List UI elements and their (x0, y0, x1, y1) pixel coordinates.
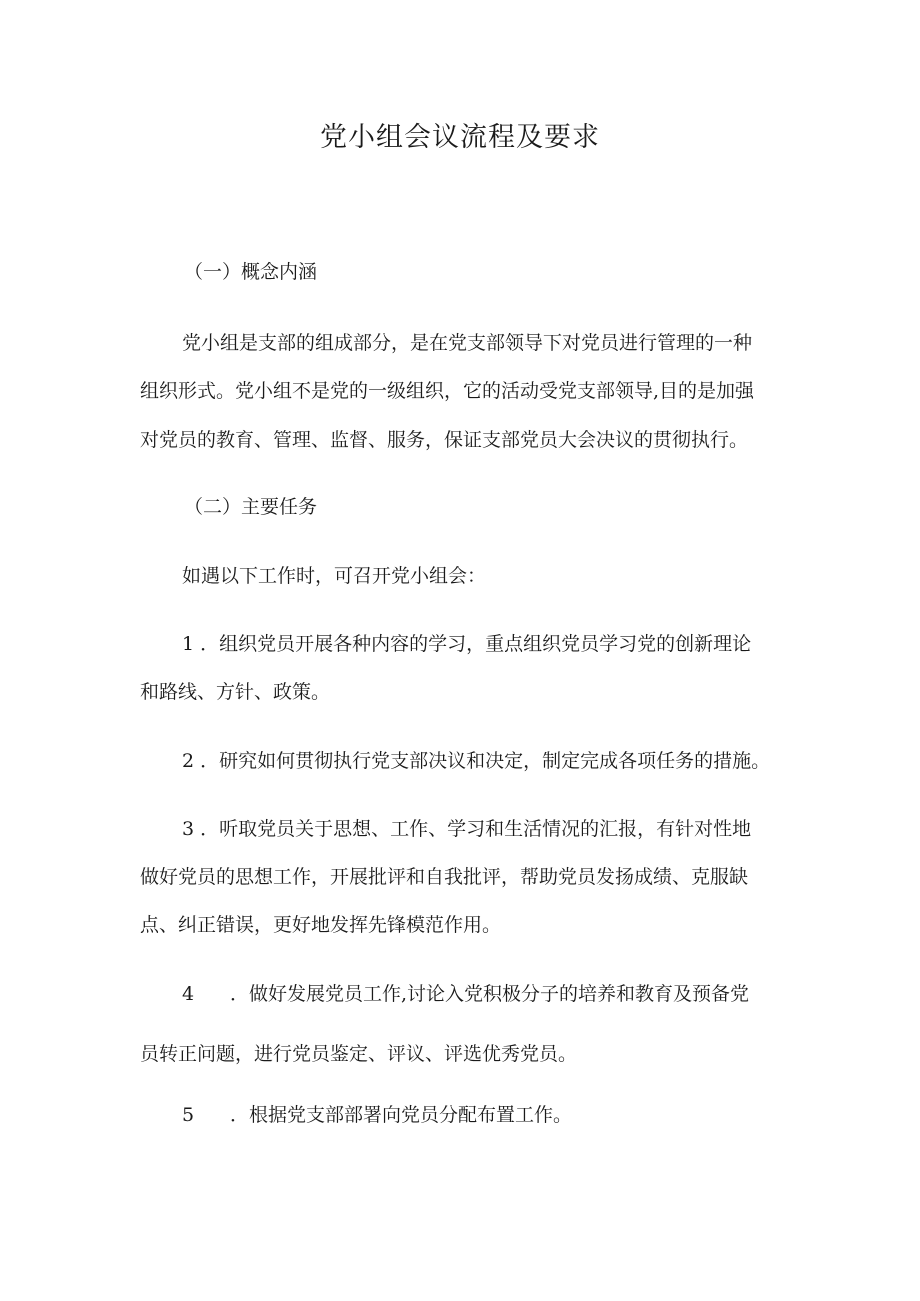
item-continuation-line: 做好党员的思想工作，开展批评和自我批评，帮助党员发扬成绩、克服缺 (140, 866, 749, 888)
item-number: 4 (182, 983, 195, 1005)
list-item-5 (182, 1101, 572, 1129)
item-number: 2 (182, 750, 195, 772)
paragraph-line: 组织形式。党小组不是党的一级组织，它的活动受党支部领导,目的是加强 (140, 380, 755, 402)
item-text: ．做好发展党员工作,讨论入党积极分子的培养和教育及预备党 (230, 983, 750, 1005)
paragraph-line: 对党员的教育、管理、监督、服务，保证支部党员大会决议的贯彻执行。 (140, 429, 749, 451)
item-text: ．组织党员开展各种内容的学习，重点组织党员学习党的创新理论 (200, 633, 752, 655)
item-continuation-line: 员转正问题，进行党员鉴定、评议、评选优秀党员。 (140, 1043, 578, 1065)
document-title: 党小组会议流程及要求 (320, 122, 600, 153)
item-text: ．研究如何贯彻执行党支部决议和决定，制定完成各项任务的措施。 (200, 750, 771, 772)
list-item-1 (182, 630, 751, 658)
section-heading-tasks: （二）主要任务 (184, 496, 318, 518)
item-continuation-line: 点、纠正错误，更好地发挥先锋模范作用。 (140, 914, 502, 936)
item-text: ．听取党员关于思想、工作、学习和生活情况的汇报，有针对性地 (200, 818, 752, 840)
item-text: ．根据党支部部署向党员分配布置工作。 (230, 1104, 573, 1126)
list-item-2 (182, 747, 770, 775)
item-continuation-line: 和路线、方针、政策。 (140, 681, 331, 703)
item-number: 5 (182, 1104, 195, 1126)
list-item-4 (182, 980, 749, 1008)
paragraph-line: 党小组是支部的组成部分，是在党支部领导下对党员进行管理的一种 (182, 332, 753, 354)
list-item-3 (182, 815, 751, 843)
item-number: 1 (182, 633, 195, 655)
item-number: 3 (182, 818, 195, 840)
intro-line: 如遇以下工作时，可召开党小组会： (182, 565, 487, 587)
section-heading-concept: （一）概念内涵 (184, 261, 318, 283)
